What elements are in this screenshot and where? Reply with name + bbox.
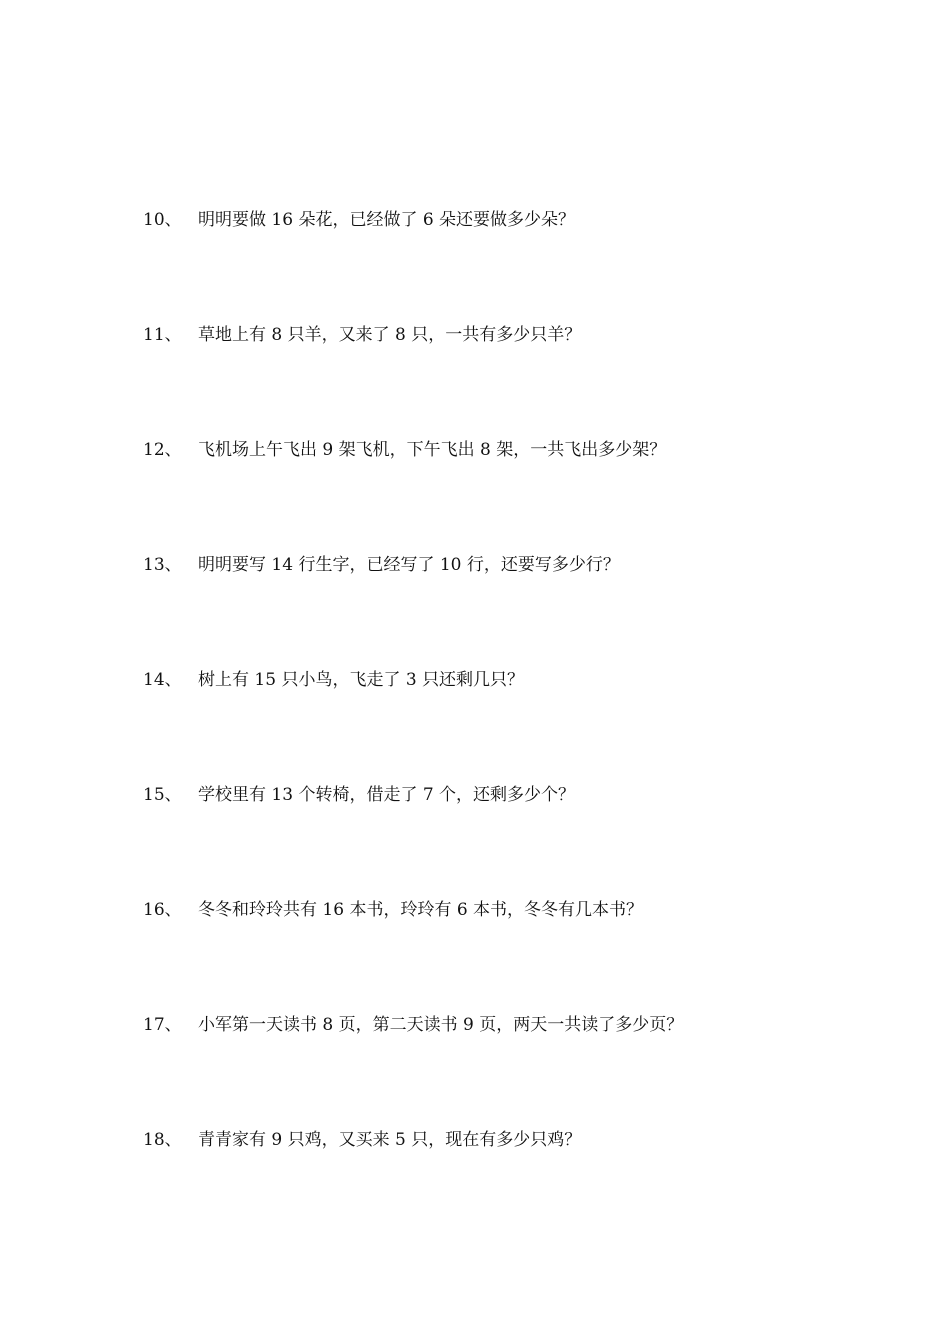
- question-number: 11、: [143, 325, 182, 345]
- question-text: 明明要写 14 行生字，已经写了 10 行，还要写多少行？: [198, 555, 620, 575]
- question-text: 树上有 15 只小鸟，飞走了 3 只还剩几只？: [198, 670, 525, 690]
- question-15: [143, 780, 575, 810]
- question-text: 小军第一天读书 8 页，第二天读书 9 页，两天一共读了多少页？: [198, 1015, 684, 1035]
- question-12: [143, 435, 666, 465]
- question-number: 18、: [143, 1130, 182, 1150]
- question-number: 13、: [143, 555, 182, 575]
- question-number: 15、: [143, 785, 182, 805]
- question-number: 10、: [143, 210, 182, 230]
- question-text: 飞机场上午飞出 9 架飞机，下午飞出 8 架，一共飞出多少架？: [198, 440, 667, 460]
- question-text: 冬冬和玲玲共有 16 本书，玲玲有 6 本书，冬冬有几本书？: [198, 900, 644, 920]
- question-16: [143, 895, 643, 925]
- question-number: 14、: [143, 670, 182, 690]
- question-number: 12、: [143, 440, 182, 460]
- question-number: 17、: [143, 1015, 182, 1035]
- question-text: 明明要做 16 朵花，已经做了 6 朵还要做多少朵？: [198, 210, 576, 230]
- question-text: 草地上有 8 只羊，又来了 8 只，一共有多少只羊？: [198, 325, 582, 345]
- question-17: [143, 1010, 683, 1040]
- question-14: [143, 665, 524, 695]
- question-10: [143, 205, 575, 235]
- question-11: [143, 320, 581, 350]
- question-text: 青青家有 9 只鸡，又买来 5 只，现在有多少只鸡？: [198, 1130, 582, 1150]
- question-number: 16、: [143, 900, 182, 920]
- question-18: [143, 1125, 581, 1155]
- question-text: 学校里有 13 个转椅，借走了 7 个，还剩多少个？: [198, 785, 576, 805]
- question-13: [143, 550, 620, 580]
